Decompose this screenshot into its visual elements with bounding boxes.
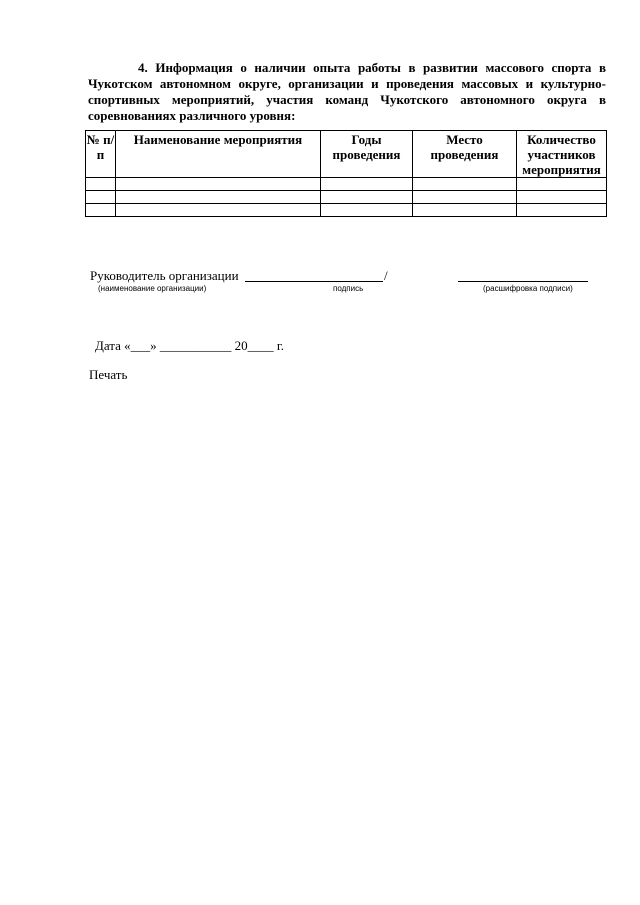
signature-decode-line — [458, 281, 588, 282]
table-cell — [321, 178, 413, 191]
header-years: Годы проведения — [321, 131, 413, 178]
signature-line — [245, 281, 383, 282]
table-cell — [116, 178, 321, 191]
header-num: № п/п — [86, 131, 116, 178]
table-row — [86, 191, 607, 204]
table-cell — [517, 204, 607, 217]
table-row — [86, 204, 607, 217]
table-cell — [321, 204, 413, 217]
section-heading: 4. Информация о наличии опыта работы в развитии массового спорта в Чукотском автономном округе, организации и проведения массовых и культурно-спортивных мероприятий, участия команд Чукотского автономного округа в соревнованиях различного уровня: — [88, 60, 606, 123]
header-participants: Количество участников мероприятия — [517, 131, 607, 178]
date-line: Дата «___» ___________ 20____ г. — [95, 338, 285, 353]
table-header-row — [86, 131, 607, 178]
caption-decode: (расшифровка подписи) — [483, 284, 573, 293]
table-cell — [517, 178, 607, 191]
table-cell — [413, 191, 517, 204]
header-event-name: Наименование мероприятия — [116, 131, 321, 178]
table-cell — [86, 178, 116, 191]
table-cell — [116, 204, 321, 217]
table-cell — [413, 204, 517, 217]
experience-table — [85, 130, 607, 217]
table-cell — [517, 191, 607, 204]
table-row — [86, 178, 607, 191]
table-cell — [116, 191, 321, 204]
caption-signature: подпись — [333, 284, 364, 293]
table-cell — [413, 178, 517, 191]
signature-label: Руководитель организации — [90, 268, 239, 283]
table-cell — [86, 204, 116, 217]
table-cell — [321, 191, 413, 204]
caption-organization: (наименование организации) — [98, 284, 207, 293]
stamp-label: Печать — [89, 367, 128, 382]
header-place: Место проведения — [413, 131, 517, 178]
signature-slash: / — [384, 268, 388, 283]
table-cell — [86, 191, 116, 204]
